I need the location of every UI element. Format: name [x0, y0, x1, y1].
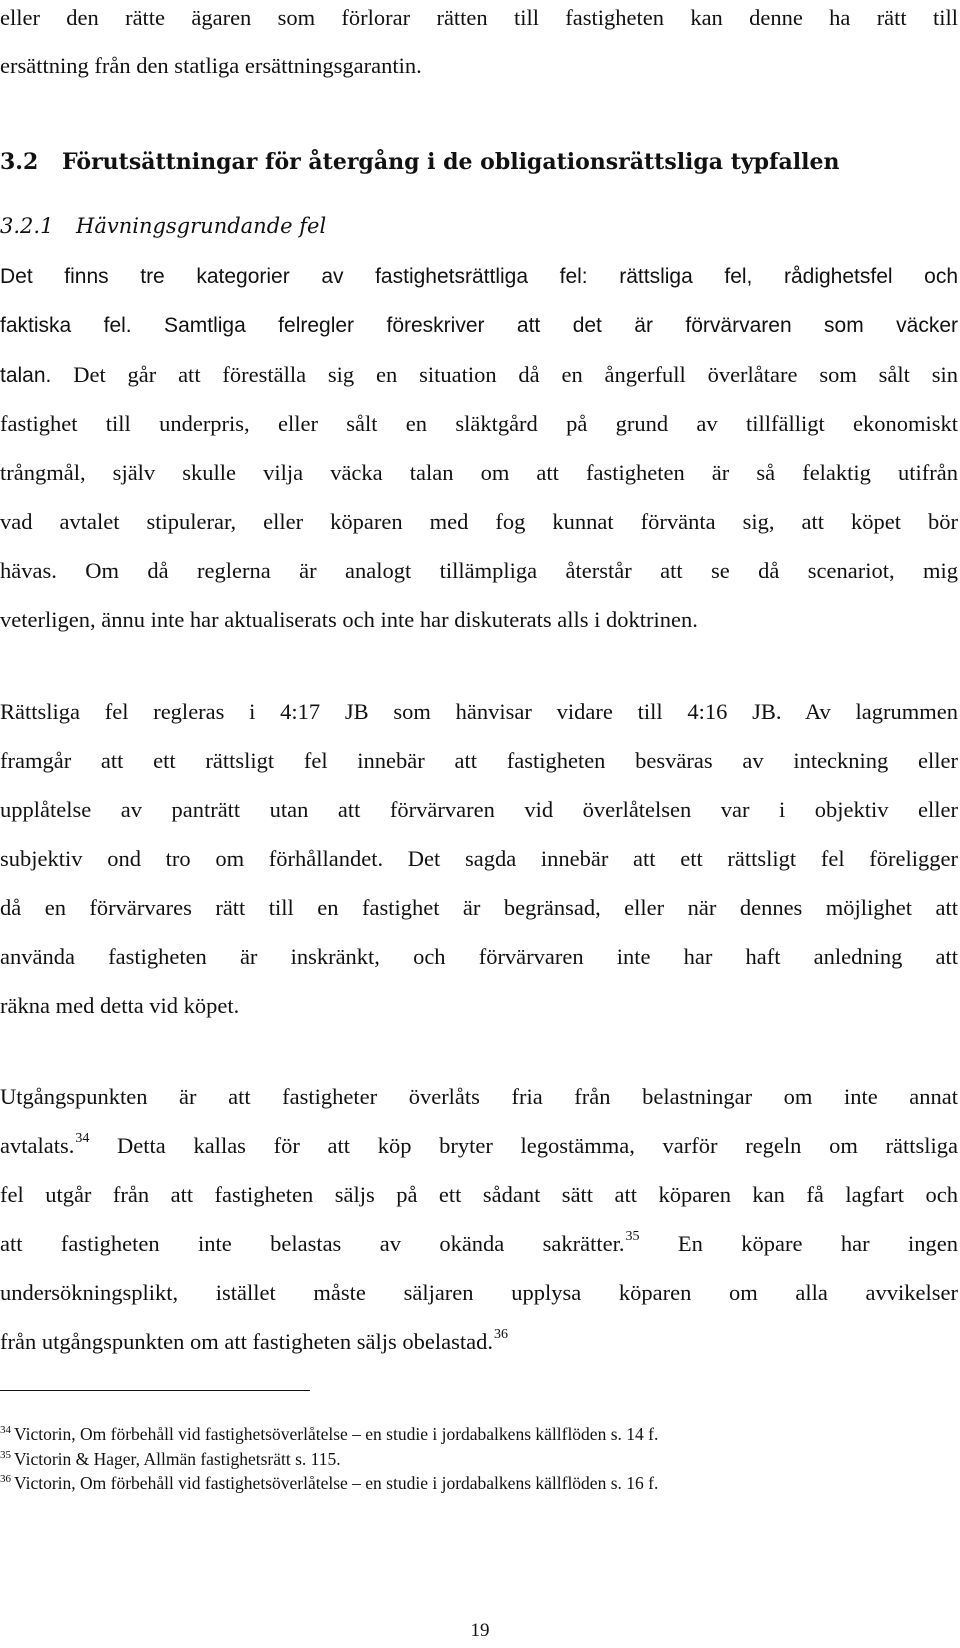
page-number: 19: [470, 1620, 490, 1641]
footnote-number: 34: [0, 1424, 11, 1436]
footnote-ref: 34: [75, 1131, 90, 1146]
text-line: veterligen, ännu inte har aktualiserats och inte har diskuterats alls i doktrinen.: [0, 607, 698, 632]
text-line: ersättning från den statliga ersättningsgarantin.: [0, 53, 422, 78]
footnote-text: Victorin, Om förbehåll vid fastighetsöverlåtelse – en studie i jordabalkens källflöden s. 16 f.: [14, 1473, 659, 1493]
footnote-number: 36: [0, 1473, 11, 1485]
text-line: subjektiv ond tro om förhållandet. Det sagda innebär att ett rättsligt fel föreligger: [0, 846, 958, 871]
text-line: Rättsliga fel regleras i 4:17 JB som hänvisar vidare till 4:16 JB. Av lagrummen: [0, 699, 958, 724]
text-line: använda fastigheten är inskränkt, och förvärvaren inte har haft anledning att: [0, 944, 958, 969]
text-line: Det finns tre kategorier av fastighetsrättliga fel: rättsliga fel, rådighetsfel och: [0, 265, 958, 288]
text-line: trångmål, själv skulle vilja väcka talan om att fastigheten är så felaktig utifrån: [0, 460, 958, 485]
text-line: fel utgår från att fastigheten säljs på ett sådant sätt att köparen kan få lagfart och: [0, 1182, 958, 1207]
text-line: eller den rätte ägaren som förlorar rätten till fastigheten kan denne ha rätt till: [0, 5, 958, 30]
footnote-ref: 35: [625, 1229, 640, 1244]
text-line: då en förvärvares rätt till en fastighet är begränsad, eller när dennes möjlighet att: [0, 895, 958, 920]
text-line: fastighet till underpris, eller sålt en släktgård på grund av tillfälligt ekonomiskt: [0, 411, 958, 436]
text-line: att fastigheten inte belastas av okända sakrätter.$^{35}$ En köpare har ingen: [0, 1229, 959, 1256]
footnote-number: 35: [0, 1449, 11, 1461]
subsection-heading: [0, 210, 326, 242]
footnote: [0, 1423, 658, 1445]
text-line: upplåtelse av panträtt utan att förvärvaren vid överlåtelsen var i objektiv eller: [0, 797, 958, 822]
text-line: faktiska fel. Samtliga felregler föreskriver att det är förvärvaren som väcker: [0, 314, 958, 337]
text-line: undersökningsplikt, istället måste säljaren upplysa köparen om alla avvikelser: [0, 1280, 958, 1305]
text-line: hävas. Om då reglerna är analogt tillämpliga återstår att se då scenariot, mig: [0, 558, 958, 583]
section-heading: [0, 146, 839, 178]
text-line: från utgångspunkten om att fastigheten säljs obelastad.$^{36}$: [0, 1327, 509, 1354]
section-title: Förutsättningar för återgång i de obligationsrättsliga typfallen: [62, 149, 840, 175]
section-number: 3.2: [0, 149, 39, 175]
text-line: avtalats.$^{34}$ Detta kallas för att köp bryter legostämma, varför regeln om rättsliga: [0, 1131, 958, 1158]
text-line: räkna med detta vid köpet.: [0, 993, 240, 1018]
text-line: talan. Det går att föreställa sig en situation då en ångerfull överlåtare som sålt sin: [0, 362, 958, 387]
footnote-separator: [0, 1390, 310, 1391]
footnote: [0, 1448, 341, 1470]
subsection-number: 3.2.1: [0, 214, 54, 238]
text-line: Utgångspunkten är att fastigheter överlåts fria från belastningar om inte annat: [0, 1084, 958, 1109]
footnote: [0, 1472, 658, 1494]
footnote-text: Victorin & Hager, Allmän fastighetsrätt s. 115.: [14, 1449, 341, 1469]
text-line: framgår att ett rättsligt fel innebär att fastigheten besväras av inteckning eller: [0, 748, 958, 773]
subsection-title: Hävningsgrundande fel: [76, 214, 327, 238]
footnote-ref: 36: [494, 1327, 509, 1342]
text-line: vad avtalet stipulerar, eller köparen med fog kunnat förvänta sig, att köpet bör: [0, 509, 958, 534]
footnote-text: Victorin, Om förbehåll vid fastighetsöverlåtelse – en studie i jordabalkens källflöden s. 14 f.: [14, 1424, 659, 1444]
